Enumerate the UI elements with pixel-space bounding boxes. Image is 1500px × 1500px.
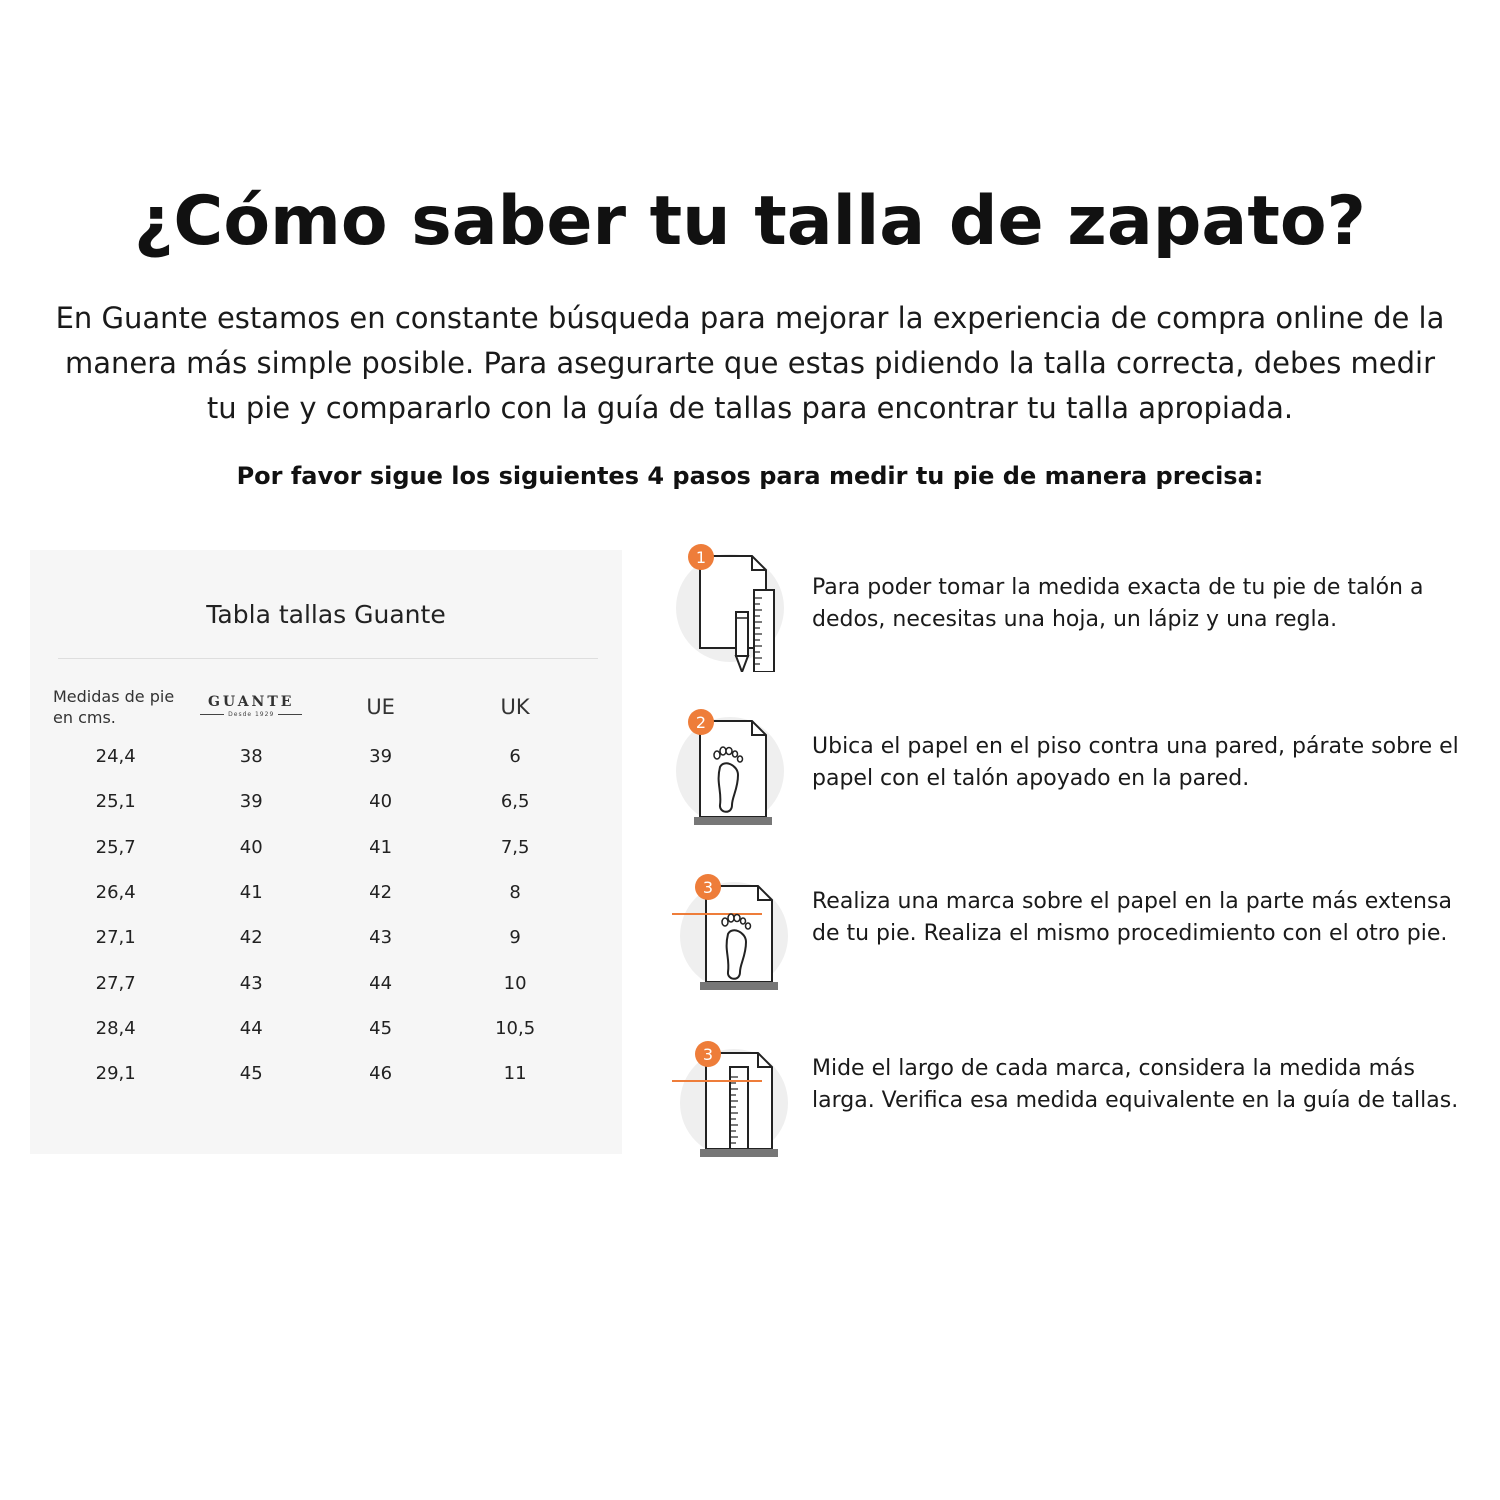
table-row xyxy=(52,1051,592,1096)
guante-logo xyxy=(196,694,306,718)
size-chart-panel xyxy=(30,550,622,1154)
table-row xyxy=(52,779,592,824)
cell-uk: 10 xyxy=(503,972,527,994)
table-row xyxy=(52,870,592,915)
steps-heading: Por favor sigue los siguientes 4 pasos para medir tu pie de manera precisa: xyxy=(236,462,1264,490)
cell-eu: 42 xyxy=(369,882,393,904)
cell-cm: 26,4 xyxy=(95,882,136,904)
foot-on-paper-icon xyxy=(672,705,792,835)
foot-mark-icon xyxy=(672,870,792,1000)
header-eu: UE xyxy=(366,695,395,719)
guante-logo-word: GUANTE xyxy=(207,693,295,710)
table-header-row xyxy=(52,680,592,734)
cell-uk: 10,5 xyxy=(495,1017,536,1039)
step-3-badge: 3 xyxy=(702,878,714,897)
cell-eu: 39 xyxy=(369,746,393,768)
cell-uk: 7,5 xyxy=(500,836,530,858)
paper-pencil-ruler-icon xyxy=(672,542,792,672)
cell-cm: 27,1 xyxy=(95,927,136,949)
cell-cm: 24,4 xyxy=(95,746,136,768)
step-1-badge: 1 xyxy=(695,548,707,567)
cell-guante: 43 xyxy=(239,972,263,994)
cell-uk: 8 xyxy=(509,882,521,904)
step-2-text: Ubica el papel en el piso contra una pared, párate sobre el papel con el talón apoyado en la pared. xyxy=(812,734,1459,791)
table-row xyxy=(52,960,592,1005)
cell-cm: 25,7 xyxy=(95,836,136,858)
step-4 xyxy=(672,1037,1462,1167)
table-row xyxy=(52,915,592,960)
step-1-text: Para poder tomar la medida exacta de tu pie de talón a dedos, necesitas una hoja, un lápiz y una regla. xyxy=(812,575,1424,632)
ruler-measure-icon xyxy=(672,1037,792,1167)
cell-guante: 44 xyxy=(239,1017,263,1039)
cell-eu: 40 xyxy=(369,791,393,813)
table-row xyxy=(52,825,592,870)
cell-cm: 27,7 xyxy=(95,972,136,994)
cell-eu: 45 xyxy=(369,1017,393,1039)
cell-guante: 38 xyxy=(239,746,263,768)
step-4-badge: 3 xyxy=(702,1045,714,1064)
cell-guante: 45 xyxy=(239,1063,263,1085)
size-chart-title: Tabla tallas Guante xyxy=(206,600,446,629)
header-cm-label: Medidas de pie en cms. xyxy=(53,687,175,727)
cell-uk: 11 xyxy=(503,1063,527,1085)
step-1 xyxy=(672,542,1462,682)
cell-cm: 28,4 xyxy=(95,1017,136,1039)
step-2 xyxy=(672,705,1462,835)
cell-uk: 9 xyxy=(509,927,521,949)
cell-cm: 29,1 xyxy=(95,1063,136,1085)
cell-guante: 39 xyxy=(239,791,263,813)
guante-logo-sub: Desde 1929 xyxy=(196,711,306,718)
table-row xyxy=(52,1006,592,1051)
cell-cm: 25,1 xyxy=(95,791,136,813)
cell-guante: 42 xyxy=(239,927,263,949)
step-2-badge: 2 xyxy=(695,713,707,732)
cell-eu: 46 xyxy=(369,1063,393,1085)
step-3-text: Realiza una marca sobre el papel en la parte más extensa de tu pie. Realiza el mismo procedimiento con el otro pie. xyxy=(812,889,1452,946)
intro-paragraph: En Guante estamos en constante búsqueda para mejorar la experiencia de compra online de la manera más simple posible. Para asegurarte que estas pidiendo la talla correcta, debes medir tu pie y compararlo con la guía de tallas para encontrar tu talla apropiada. xyxy=(55,301,1445,425)
cell-guante: 40 xyxy=(239,836,263,858)
cell-eu: 43 xyxy=(369,927,393,949)
cell-guante: 41 xyxy=(239,882,263,904)
cell-uk: 6 xyxy=(509,746,521,768)
cell-eu: 41 xyxy=(369,836,393,858)
page-title: ¿Cómo saber tu talla de zapato? xyxy=(133,182,1366,261)
cell-uk: 6,5 xyxy=(500,791,530,813)
header-cm xyxy=(52,680,179,734)
step-3 xyxy=(672,870,1462,1000)
size-table xyxy=(52,680,592,1096)
divider xyxy=(58,658,598,659)
cell-eu: 44 xyxy=(369,972,393,994)
header-uk: UK xyxy=(500,695,530,719)
step-4-text: Mide el largo de cada marca, considera la medida más larga. Verifica esa medida equivalente en la guía de tallas. xyxy=(812,1056,1459,1113)
table-row xyxy=(52,734,592,779)
header-brand xyxy=(179,680,323,734)
